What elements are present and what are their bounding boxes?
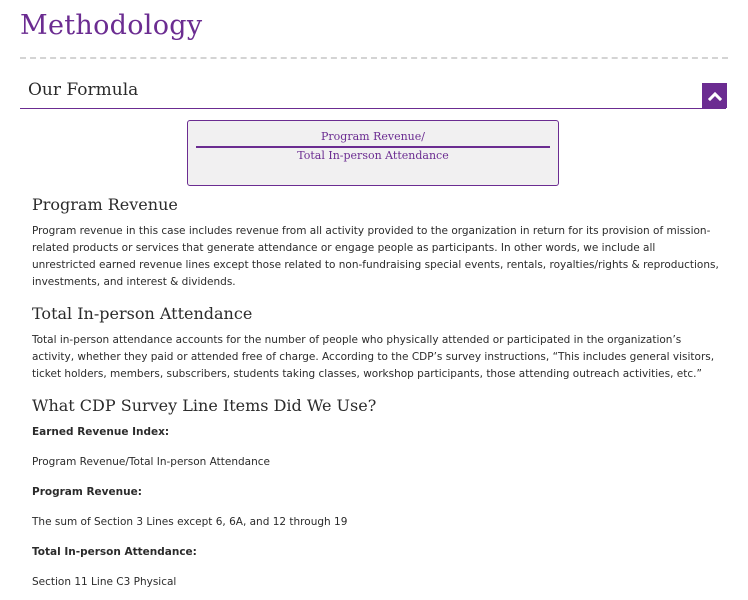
program-revenue-label: Program Revenue: <box>32 486 142 498</box>
program-revenue-heading: Program Revenue <box>32 195 178 214</box>
program-revenue-value: The sum of Section 3 Lines except 6, 6A, and 12 through 19 <box>32 516 348 528</box>
earned-revenue-index-label: Earned Revenue Index: <box>32 426 170 438</box>
collapse-toggle-button[interactable] <box>702 83 727 108</box>
attendance-value: Section 11 Line C3 Physical <box>32 576 177 588</box>
title-divider <box>20 57 728 59</box>
formula-box <box>187 120 559 186</box>
section-title: Our Formula <box>28 80 139 100</box>
attendance-label: Total In-person Attendance: <box>32 546 197 558</box>
attendance-text: Total in-person attendance accounts for the number of people who physically attended or participated in the organization’s activity, whether they paid or attended free of charge. According to the CDP’s survey instructions, “This includes general visitors, ticket holders, members, subscribers, students taking classes, workshop participants, those attending outreach activities, etc.” <box>32 334 715 380</box>
fraction-bar <box>196 146 550 148</box>
survey-heading: What CDP Survey Line Items Did We Use? <box>32 396 377 415</box>
chevron-up-icon <box>708 91 722 101</box>
page-title: Methodology <box>20 10 203 41</box>
program-revenue-text: Program revenue in this case includes revenue from all activity provided to the organization in return for its provision of mission-related products or services that generate attendance or engage people as participants. In other words, we include all unrestricted earned revenue lines except those related to non-fundraising special events, rentals, royalties/rights & reproductions, investments, and interest & dividends. <box>32 225 719 288</box>
earned-revenue-index-value: Program Revenue/Total In-person Attendance <box>32 456 270 468</box>
formula-numerator: Program Revenue/ <box>321 130 425 143</box>
section-header <box>20 78 726 109</box>
formula-denominator: Total In-person Attendance <box>297 149 449 162</box>
attendance-heading: Total In-person Attendance <box>32 304 253 323</box>
